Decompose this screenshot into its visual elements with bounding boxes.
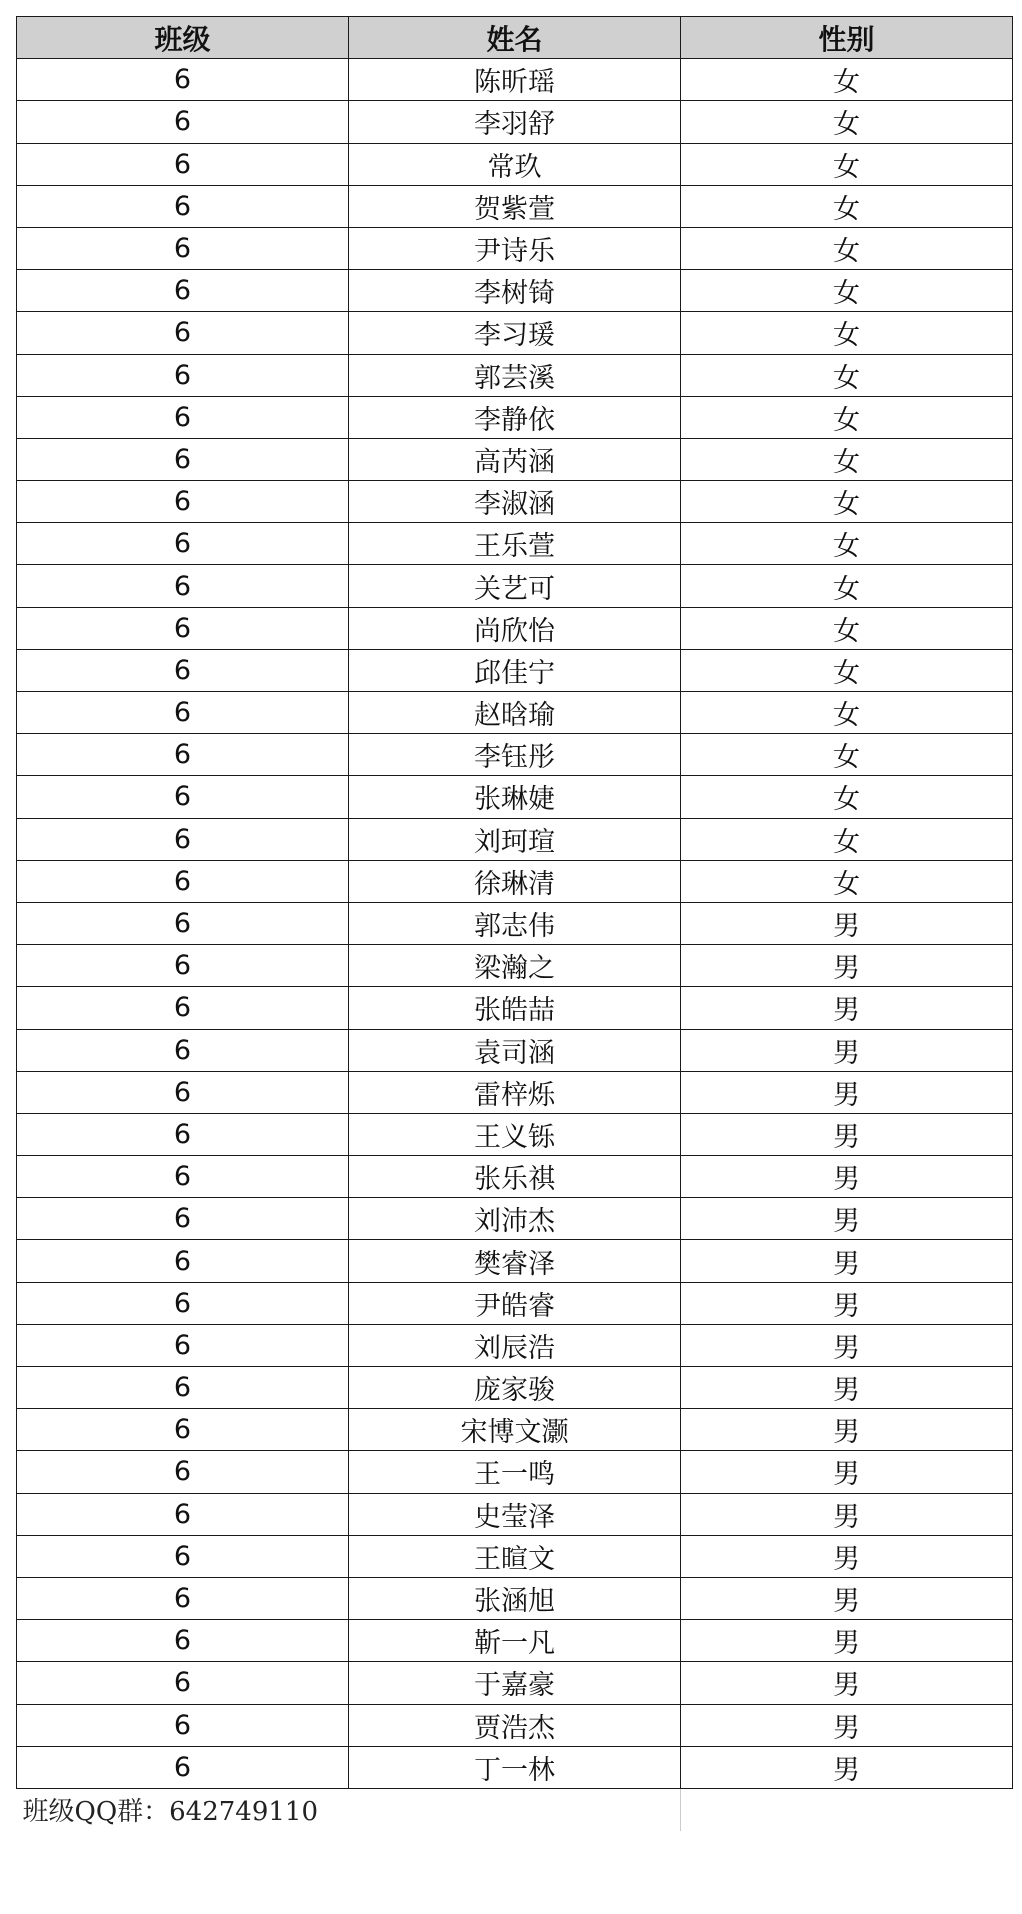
table-row [17, 565, 1013, 607]
gender-cell: 女 [681, 523, 1013, 565]
gender-cell: 男 [681, 1662, 1013, 1704]
class-cell: 6 [17, 1662, 349, 1704]
table-row [17, 1367, 1013, 1409]
name-cell: 贾浩杰 [349, 1704, 681, 1746]
class-cell: 6 [17, 1746, 349, 1788]
class-cell: 6 [17, 987, 349, 1029]
gender-cell: 男 [681, 945, 1013, 987]
gender-cell: 男 [681, 1535, 1013, 1577]
gender-cell: 男 [681, 1240, 1013, 1282]
gender-cell: 女 [681, 312, 1013, 354]
class-cell: 6 [17, 1029, 349, 1071]
class-cell: 6 [17, 1156, 349, 1198]
table-row [17, 1113, 1013, 1155]
table-row [17, 692, 1013, 734]
name-cell: 袁司涵 [349, 1029, 681, 1071]
name-cell: 李钰彤 [349, 734, 681, 776]
header-class: 班级 [17, 17, 349, 59]
name-cell: 史莹泽 [349, 1493, 681, 1535]
gender-cell: 男 [681, 1029, 1013, 1071]
table-row [17, 270, 1013, 312]
table-row [17, 1535, 1013, 1577]
gender-cell: 男 [681, 902, 1013, 944]
name-cell: 李淑涵 [349, 481, 681, 523]
name-cell: 李习瑗 [349, 312, 681, 354]
name-cell: 张乐祺 [349, 1156, 681, 1198]
class-cell: 6 [17, 1620, 349, 1662]
class-cell: 6 [17, 902, 349, 944]
class-cell: 6 [17, 438, 349, 480]
gender-cell: 女 [681, 143, 1013, 185]
table-row [17, 776, 1013, 818]
class-cell: 6 [17, 354, 349, 396]
name-cell: 李静依 [349, 396, 681, 438]
class-cell: 6 [17, 270, 349, 312]
header-name: 姓名 [349, 17, 681, 59]
table-row [17, 1746, 1013, 1788]
gender-cell: 女 [681, 692, 1013, 734]
header-gender: 性别 [681, 17, 1013, 59]
name-cell: 刘辰浩 [349, 1324, 681, 1366]
class-cell: 6 [17, 396, 349, 438]
gender-cell: 男 [681, 1409, 1013, 1451]
name-cell: 王乐萱 [349, 523, 681, 565]
gender-cell: 男 [681, 1113, 1013, 1155]
gender-cell: 女 [681, 565, 1013, 607]
table-row [17, 312, 1013, 354]
table-row [17, 987, 1013, 1029]
gender-cell: 女 [681, 101, 1013, 143]
name-cell: 于嘉豪 [349, 1662, 681, 1704]
table-row [17, 396, 1013, 438]
name-cell: 尹诗乐 [349, 227, 681, 269]
class-cell: 6 [17, 1367, 349, 1409]
class-cell: 6 [17, 227, 349, 269]
name-cell: 李羽舒 [349, 101, 681, 143]
name-cell: 徐琳清 [349, 860, 681, 902]
table-row [17, 945, 1013, 987]
table-row [17, 818, 1013, 860]
gender-cell: 男 [681, 1451, 1013, 1493]
table-row [17, 1620, 1013, 1662]
class-cell: 6 [17, 481, 349, 523]
class-cell: 6 [17, 607, 349, 649]
gender-cell: 女 [681, 481, 1013, 523]
class-cell: 6 [17, 860, 349, 902]
class-cell: 6 [17, 1577, 349, 1619]
gender-cell: 男 [681, 1156, 1013, 1198]
table-row [17, 185, 1013, 227]
table-row [17, 1493, 1013, 1535]
class-cell: 6 [17, 312, 349, 354]
name-cell: 王义铄 [349, 1113, 681, 1155]
gender-cell: 女 [681, 776, 1013, 818]
gender-cell: 女 [681, 860, 1013, 902]
table-row [17, 649, 1013, 691]
table-row [17, 143, 1013, 185]
table-row [17, 1324, 1013, 1366]
gender-cell: 男 [681, 1282, 1013, 1324]
class-cell: 6 [17, 523, 349, 565]
class-cell: 6 [17, 143, 349, 185]
gender-cell: 男 [681, 1746, 1013, 1788]
name-cell: 刘沛杰 [349, 1198, 681, 1240]
class-cell: 6 [17, 1071, 349, 1113]
table-row [17, 1704, 1013, 1746]
class-cell: 6 [17, 1198, 349, 1240]
class-cell: 6 [17, 1493, 349, 1535]
table-row [17, 1451, 1013, 1493]
table-header [17, 17, 1013, 59]
table-row [17, 607, 1013, 649]
gender-cell: 女 [681, 396, 1013, 438]
class-cell: 6 [17, 1535, 349, 1577]
table-row [17, 1198, 1013, 1240]
footer-blank-cell [681, 1788, 1013, 1830]
name-cell: 刘珂瑄 [349, 818, 681, 860]
header-row [17, 17, 1013, 59]
gender-cell: 女 [681, 227, 1013, 269]
class-roster-table [16, 16, 1013, 1831]
gender-cell: 男 [681, 1704, 1013, 1746]
class-cell: 6 [17, 1704, 349, 1746]
table-row [17, 902, 1013, 944]
name-cell: 陈昕瑶 [349, 59, 681, 101]
table-row [17, 1577, 1013, 1619]
gender-cell: 男 [681, 1577, 1013, 1619]
gender-cell: 男 [681, 1198, 1013, 1240]
table-footer [17, 1788, 1013, 1830]
class-cell: 6 [17, 649, 349, 691]
table-row [17, 1662, 1013, 1704]
gender-cell: 男 [681, 987, 1013, 1029]
class-cell: 6 [17, 1451, 349, 1493]
name-cell: 庞家骏 [349, 1367, 681, 1409]
name-cell: 尚欣怡 [349, 607, 681, 649]
gender-cell: 男 [681, 1367, 1013, 1409]
table-row [17, 860, 1013, 902]
table-row [17, 1029, 1013, 1071]
gender-cell: 女 [681, 59, 1013, 101]
name-cell: 贺紫萱 [349, 185, 681, 227]
table-row [17, 1282, 1013, 1324]
table-row [17, 481, 1013, 523]
table-row [17, 354, 1013, 396]
table-row [17, 1240, 1013, 1282]
gender-cell: 男 [681, 1324, 1013, 1366]
gender-cell: 女 [681, 438, 1013, 480]
name-cell: 宋博文灏 [349, 1409, 681, 1451]
class-cell: 6 [17, 818, 349, 860]
class-cell: 6 [17, 1324, 349, 1366]
name-cell: 樊睿泽 [349, 1240, 681, 1282]
class-cell: 6 [17, 776, 349, 818]
table-row [17, 101, 1013, 143]
name-cell: 邱佳宁 [349, 649, 681, 691]
gender-cell: 女 [681, 185, 1013, 227]
name-cell: 梁瀚之 [349, 945, 681, 987]
name-cell: 郭志伟 [349, 902, 681, 944]
name-cell: 张涵旭 [349, 1577, 681, 1619]
gender-cell: 女 [681, 270, 1013, 312]
table-row [17, 1409, 1013, 1451]
name-cell: 关艺可 [349, 565, 681, 607]
class-cell: 6 [17, 1240, 349, 1282]
name-cell: 高芮涵 [349, 438, 681, 480]
name-cell: 常玖 [349, 143, 681, 185]
class-cell: 6 [17, 185, 349, 227]
table-row [17, 438, 1013, 480]
name-cell: 张琳婕 [349, 776, 681, 818]
class-cell: 6 [17, 734, 349, 776]
name-cell: 雷梓烁 [349, 1071, 681, 1113]
class-cell: 6 [17, 1113, 349, 1155]
qq-group-note: 班级QQ群：642749110 [17, 1788, 681, 1830]
class-cell: 6 [17, 1409, 349, 1451]
name-cell: 赵晗瑜 [349, 692, 681, 734]
gender-cell: 女 [681, 649, 1013, 691]
name-cell: 李树锜 [349, 270, 681, 312]
class-cell: 6 [17, 1282, 349, 1324]
footer-row [17, 1788, 1013, 1830]
table-row [17, 523, 1013, 565]
name-cell: 尹皓睿 [349, 1282, 681, 1324]
gender-cell: 女 [681, 734, 1013, 776]
table-row [17, 227, 1013, 269]
gender-cell: 女 [681, 818, 1013, 860]
name-cell: 张皓喆 [349, 987, 681, 1029]
gender-cell: 女 [681, 354, 1013, 396]
gender-cell: 男 [681, 1620, 1013, 1662]
name-cell: 丁一林 [349, 1746, 681, 1788]
table-body [17, 59, 1013, 1789]
name-cell: 郭芸溪 [349, 354, 681, 396]
name-cell: 靳一凡 [349, 1620, 681, 1662]
table-row [17, 1156, 1013, 1198]
class-cell: 6 [17, 692, 349, 734]
gender-cell: 男 [681, 1493, 1013, 1535]
table-row [17, 59, 1013, 101]
class-cell: 6 [17, 101, 349, 143]
class-cell: 6 [17, 59, 349, 101]
table-row [17, 1071, 1013, 1113]
table-row [17, 734, 1013, 776]
gender-cell: 女 [681, 607, 1013, 649]
name-cell: 王一鸣 [349, 1451, 681, 1493]
class-cell: 6 [17, 565, 349, 607]
name-cell: 王暄文 [349, 1535, 681, 1577]
class-cell: 6 [17, 945, 349, 987]
gender-cell: 男 [681, 1071, 1013, 1113]
